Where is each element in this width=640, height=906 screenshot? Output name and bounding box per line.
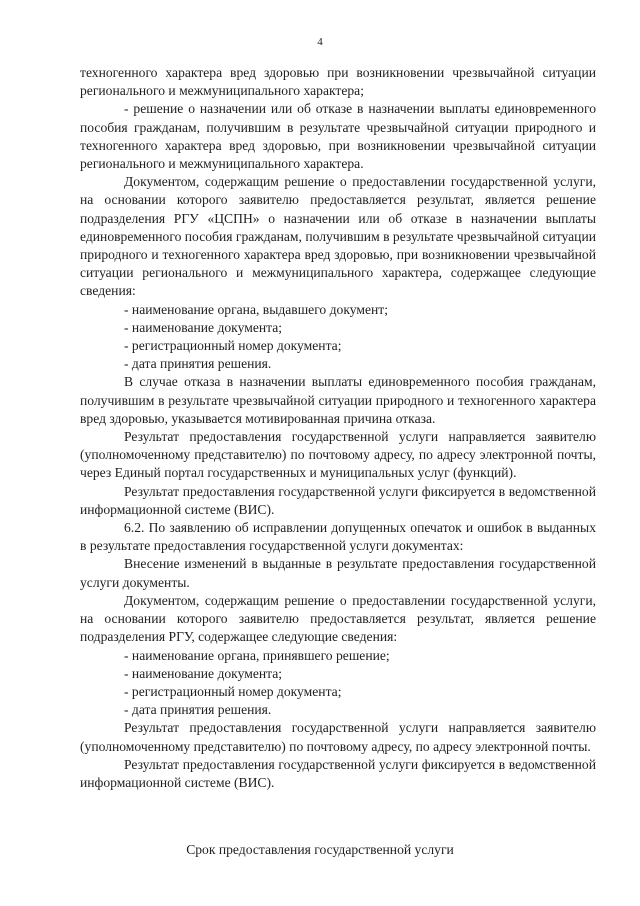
list-item: - регистрационный номер документа;: [124, 338, 342, 354]
page-number: 4: [317, 36, 323, 48]
paragraph: Внесение изменений в выданные в результате предоставления государственной услуги документы.: [80, 556, 596, 590]
paragraph: Результат предоставления государственной услуги фиксируется в ведомственной информационной системе (ВИС).: [80, 756, 596, 790]
list-item: - наименование документа;: [124, 665, 283, 681]
paragraph-continuation: техногенного характера вред здоровью при возникновении чрезвычайной ситуации регионального и межмуниципального характера;: [80, 65, 596, 99]
paragraph: Документом, содержащим решение о предоставлении государственной услуги, на основании которого заявителю предоставляется результат, является решение подразделения РГУ «ЦСПН» о назначении или об отказе в назначении выплаты единовременного пособия гражданам, получившим в результате чрезвычайной ситуации природного и техногенного характера вред здоровью, при возникновении чрезвычайной ситуации регионального и межмуниципального характера, содержащее следующие сведения:: [80, 174, 596, 299]
section-heading: Срок предоставления государственной услуги: [186, 842, 454, 857]
list-item: - наименование документа;: [124, 319, 283, 335]
list-item: - регистрационный номер документа;: [124, 683, 342, 699]
document-body: [80, 64, 596, 792]
paragraph: Документом, содержащим решение о предоставлении государственной услуги, на основании которого заявителю предоставляется результат, является решение подразделения РГУ, содержащее следующие сведения:: [80, 592, 596, 645]
paragraph: В случае отказа в назначении выплаты единовременного пособия гражданам, получившим в результате чрезвычайной ситуации природного и техногенного характера вред здоровью, указывается мотивированная причина отказа.: [80, 374, 596, 426]
list-item: - наименование органа, принявшего решение;: [124, 647, 390, 663]
paragraph: Результат предоставления государственной услуги фиксируется в ведомственной информационной системе (ВИС).: [80, 483, 596, 517]
paragraph: Результат предоставления государственной услуги направляется заявителю (уполномоченному представителю) по почтовому адресу, по адресу электронной почты, через Единый портал государственных и муниципальных услуг (функций).: [80, 429, 596, 481]
list-item: - дата принятия решения.: [124, 356, 272, 372]
paragraph: Результат предоставления государственной услуги направляется заявителю (уполномоченному представителю) по почтовому адресу, по адресу электронной почты.: [80, 720, 596, 754]
list-item: - наименование органа, выдавшего документ;: [124, 301, 389, 317]
paragraph-section-6-2: 6.2. По заявлению об исправлении допущенных опечаток и ошибок в выданных в результате предоставления государственной услуги документах:: [80, 520, 596, 554]
list-item: - дата принятия решения.: [124, 702, 272, 718]
paragraph-dash-item: - решение о назначении или об отказе в назначении выплаты единовременного пособия гражданам, получившим в результате чрезвычайной ситуации природного и техногенного характера вред здоровью, при возникновении чрезвычайной ситуации регионального и межмуниципального характера.: [80, 101, 596, 172]
